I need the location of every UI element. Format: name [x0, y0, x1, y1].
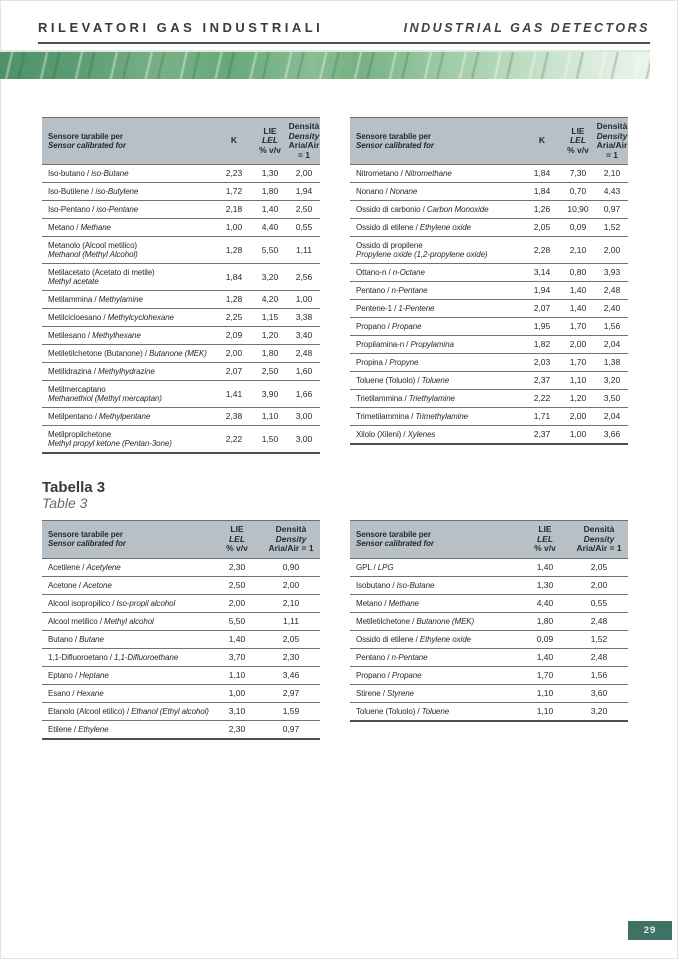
density-value: 2,04 [603, 411, 621, 421]
lel-value: 1,40 [536, 561, 554, 572]
substance-name: Toluene (Toluolo) / Toluene [356, 376, 450, 385]
header-lel: LIE LEL % v/v [226, 524, 248, 553]
substance-name: Nonano / Nonane [356, 187, 418, 196]
substance-name: Butano / Butane [48, 634, 104, 644]
lel-value: 1,80 [536, 615, 554, 626]
section-title-italian: Tabella 3 [42, 479, 106, 496]
k-value: 1,28 [225, 294, 243, 304]
substance-name: Esano / Hexane [48, 688, 104, 698]
lel-value: 4,40 [261, 222, 279, 232]
substance-name: Metilmercaptano Methanethiol (Methyl mercaptan) [48, 385, 162, 403]
top-tables-row [42, 117, 678, 454]
density-value: 3,46 [282, 669, 300, 680]
lel-value: 1,40 [569, 303, 587, 313]
lel-value: 5,50 [261, 244, 279, 255]
table-row [350, 282, 628, 300]
table-row [42, 631, 320, 649]
table-row [350, 685, 628, 703]
table-row [350, 165, 628, 183]
density-value: 3,66 [603, 429, 621, 439]
lel-value: 4,20 [261, 294, 279, 304]
k-value: 1,41 [225, 388, 243, 399]
table-row [350, 201, 628, 219]
green-banner-graphic [0, 50, 650, 79]
substance-name: Etanolo (Alcool etilico) / Ethanol (Ethyl alcohol) [48, 706, 209, 716]
header-density: Densità Density Aria/Air = 1 [268, 524, 314, 553]
table-row [350, 559, 628, 577]
table-body [350, 559, 628, 720]
lel-value: 2,00 [228, 597, 246, 608]
table-row [350, 595, 628, 613]
table-body [350, 165, 628, 443]
table-row [42, 345, 320, 363]
lel-value: 2,10 [569, 244, 587, 255]
table-bottom-right [350, 520, 628, 722]
header-sensor: Sensore tarabile per Sensor calibrated for [48, 529, 126, 549]
density-value: 2,50 [295, 204, 313, 214]
substance-name: Ossido di propilene Propylene oxide (1,2-propylene oxide) [356, 241, 488, 259]
table-body [42, 165, 320, 452]
masthead-title-italian: RILEVATORI GAS INDUSTRIALI [38, 20, 324, 35]
lel-value: 1,20 [261, 330, 279, 340]
lel-value: 2,30 [228, 561, 246, 572]
substance-name: Propina / Propyne [356, 358, 419, 367]
table-row [42, 327, 320, 345]
table-header [350, 117, 628, 165]
density-value: 3,50 [603, 393, 621, 403]
k-value: 1,94 [533, 285, 551, 295]
table-row [42, 291, 320, 309]
substance-name: Pentene-1 / 1-Pentene [356, 304, 435, 313]
k-value: 2,28 [533, 244, 551, 255]
substance-name: Ossido di etilene / Ethylene oxide [356, 223, 471, 232]
substance-name: Acetilene / Acetylene [48, 562, 121, 572]
table-row [42, 363, 320, 381]
density-value: 4,43 [603, 186, 621, 196]
lel-value: 1,15 [261, 312, 279, 322]
lel-value: 2,00 [569, 411, 587, 421]
table-row [350, 318, 628, 336]
substance-name: Etilene / Ethylene [48, 724, 109, 734]
table-row [42, 685, 320, 703]
table-top-left [42, 117, 320, 454]
header-k: K [538, 135, 546, 146]
density-value: 1,11 [283, 615, 299, 626]
table-top-right [350, 117, 628, 445]
header-sensor: Sensore tarabile per Sensor calibrated for [356, 131, 434, 150]
table-row [42, 183, 320, 201]
masthead-title-english: INDUSTRIAL GAS DETECTORS [403, 21, 650, 35]
substance-name: Pentano / n-Pentane [356, 652, 428, 662]
k-value: 2,38 [225, 411, 243, 421]
k-value: 2,18 [225, 204, 243, 214]
lel-value: 1,10 [261, 411, 279, 421]
table-row [42, 595, 320, 613]
table-row [42, 577, 320, 595]
density-value: 2,05 [282, 633, 300, 644]
table-row [42, 264, 320, 291]
k-value: 1,71 [533, 411, 551, 421]
density-value: 2,10 [603, 168, 621, 178]
table-row [42, 667, 320, 685]
density-value: 1,52 [603, 222, 621, 232]
density-value: 2,56 [295, 271, 313, 282]
substance-name: Trietilammina / Triethylamine [356, 394, 455, 403]
lel-value: 1,30 [261, 168, 279, 178]
substance-name: Acetone / Acetone [48, 580, 112, 590]
density-value: 2,48 [590, 651, 608, 662]
k-value: 3,14 [533, 267, 551, 277]
table-row [350, 390, 628, 408]
table-row [42, 613, 320, 631]
substance-name: Ossido di carbonio / Carbon Monoxide [356, 205, 489, 214]
table-row [350, 336, 628, 354]
substance-name: Xilolo (Xileni) / Xylenes [356, 430, 436, 439]
table-row [42, 408, 320, 426]
lel-value: 1,70 [569, 357, 587, 367]
substance-name: Propano / Propane [356, 322, 422, 331]
k-value: 2,22 [225, 433, 243, 444]
table-row [350, 219, 628, 237]
lel-value: 5,50 [228, 615, 246, 626]
density-value: 1,00 [295, 294, 313, 304]
density-value: 3,60 [590, 687, 608, 698]
k-value: 1,95 [533, 321, 551, 331]
density-value: 2,04 [603, 339, 621, 349]
density-value: 1,59 [282, 705, 300, 716]
table-row [350, 354, 628, 372]
density-value: 3,40 [295, 330, 313, 340]
table-row [42, 381, 320, 408]
table-row [350, 372, 628, 390]
substance-name: Toluene (Toluolo) / Toluene [356, 706, 450, 716]
k-value: 2,00 [225, 348, 243, 358]
substance-name: GPL / LPG [356, 562, 394, 572]
substance-name: Metano / Methane [48, 223, 111, 232]
k-value: 1,72 [225, 186, 243, 196]
density-value: 3,20 [603, 375, 621, 385]
page-number-badge: 29 [628, 921, 672, 940]
lel-value: 2,50 [228, 579, 246, 590]
k-value: 2,37 [533, 375, 551, 385]
header-lel: LIE LEL % v/v [259, 125, 281, 155]
table-header [350, 520, 628, 559]
lel-value: 3,70 [228, 651, 246, 662]
density-value: 1,56 [603, 321, 621, 331]
table-row [350, 577, 628, 595]
density-value: 1,56 [590, 669, 608, 680]
lel-value: 1,40 [228, 633, 246, 644]
lel-value: 1,20 [569, 393, 587, 403]
table-row [42, 703, 320, 721]
substance-name: Alcool metilico / Methyl alcohol [48, 616, 154, 626]
density-value: 3,00 [295, 433, 313, 444]
k-value: 1,28 [225, 244, 243, 255]
k-value: 1,84 [533, 186, 551, 196]
substance-name: Metilpentano / Methylpentane [48, 412, 151, 421]
lel-value: 3,20 [261, 271, 279, 282]
k-value: 2,23 [225, 168, 243, 178]
substance-name: 1,1-Difluoroetano / 1,1-Difluoroethane [48, 652, 179, 662]
table-row [42, 201, 320, 219]
header-k: K [230, 135, 238, 146]
density-value: 3,38 [295, 312, 313, 322]
substance-name: Iso-Butilene / iso-Butylene [48, 187, 139, 196]
substance-name: Trimetilammina / Trimethylamine [356, 412, 469, 421]
lel-value: 1,00 [569, 429, 587, 439]
table-row [350, 264, 628, 282]
substance-name: Metilpropilchetone Methyl propyl ketone (Pentan-3one) [48, 430, 172, 448]
density-value: 3,93 [603, 267, 621, 277]
k-value: 2,22 [533, 393, 551, 403]
k-value: 2,05 [533, 222, 551, 232]
density-value: 2,97 [282, 687, 300, 698]
table-row [350, 300, 628, 318]
lel-value: 2,00 [569, 339, 587, 349]
lel-value: 1,40 [569, 285, 587, 295]
substance-name: Metilesano / Methylhexane [48, 331, 141, 340]
section-title [42, 480, 678, 511]
table-row [350, 183, 628, 201]
header-sensor: Sensore tarabile per Sensor calibrated for [356, 529, 434, 549]
k-value: 2,25 [225, 312, 243, 322]
table-row [350, 237, 628, 264]
density-value: 2,48 [295, 348, 313, 358]
lel-value: 1,70 [536, 669, 554, 680]
density-value: 2,00 [295, 168, 313, 178]
table-row [350, 408, 628, 426]
lel-value: 1,10 [569, 375, 587, 385]
table-row [350, 649, 628, 667]
k-value: 2,07 [225, 366, 243, 376]
table-row [350, 426, 628, 443]
table-row [42, 219, 320, 237]
header-density: Densità Density Aria/Air = 1 [288, 121, 320, 160]
table-row [350, 667, 628, 685]
substance-name: Ossido di etilene / Ethylene oxide [356, 634, 471, 644]
density-value: 2,00 [590, 579, 608, 590]
k-value: 1,82 [533, 339, 551, 349]
density-value: 3,00 [295, 411, 313, 421]
substance-name: Propilamina-n / Propylamina [356, 340, 454, 349]
table-body [42, 559, 320, 738]
header-density: Densità Density Aria/Air = 1 [596, 121, 628, 160]
table-row [42, 309, 320, 327]
lel-value: 1,50 [261, 433, 279, 444]
substance-name: Pentano / n-Pentane [356, 286, 428, 295]
header-lel: LIE LEL % v/v [534, 524, 556, 553]
lel-value: 3,10 [228, 705, 246, 716]
table-row [350, 703, 628, 720]
lel-value: 0,09 [569, 222, 587, 232]
lel-value: 1,10 [228, 669, 246, 680]
header-density: Densità Density Aria/Air = 1 [576, 524, 622, 553]
substance-name: Metano / Methane [356, 598, 419, 608]
density-value: 1,94 [295, 186, 313, 196]
substance-name: Ottano-n / n-Octane [356, 268, 425, 277]
lel-value: 0,09 [536, 633, 554, 644]
header-sensor: Sensore tarabile per Sensor calibrated for [48, 131, 126, 150]
table-header [42, 520, 320, 559]
lel-value: 1,30 [536, 579, 554, 590]
lel-value: 7,30 [569, 168, 587, 178]
table-row [42, 559, 320, 577]
substance-name: Iso-Pentano / iso-Pentane [48, 205, 139, 214]
table-row [350, 613, 628, 631]
masthead [38, 20, 650, 44]
substance-name: Metilcicloesano / Methylcyclohexane [48, 313, 174, 322]
bottom-tables-row [42, 520, 678, 740]
density-value: 0,97 [603, 204, 621, 214]
lel-value: 3,90 [261, 388, 279, 399]
substance-name: Metilacetato (Acetato di metile) Methyl acetate [48, 268, 155, 286]
k-value: 2,03 [533, 357, 551, 367]
lel-value: 10,90 [567, 204, 589, 214]
table-row [42, 237, 320, 264]
density-value: 1,60 [295, 366, 313, 376]
lel-value: 2,30 [228, 723, 246, 734]
table-row [42, 426, 320, 452]
density-value: 2,30 [282, 651, 300, 662]
k-value: 1,84 [533, 168, 551, 178]
substance-name: Nitrometano / Nitromethane [356, 169, 452, 178]
density-value: 0,90 [282, 561, 300, 572]
lel-value: 1,10 [536, 687, 554, 698]
density-value: 2,40 [603, 303, 621, 313]
density-value: 3,20 [590, 705, 608, 716]
lel-value: 1,80 [261, 348, 279, 358]
lel-value: 1,10 [536, 705, 554, 716]
substance-name: Metanolo (Alcool metilico) Methanol (Methyl Alcohol) [48, 241, 138, 259]
substance-name: Iso-butano / iso-Butane [48, 169, 129, 178]
substance-name: Metiletilchetone (Butanone) / Butanone (MEK) [48, 349, 207, 358]
substance-name: Isobutano / Iso-Butane [356, 580, 435, 590]
lel-value: 1,80 [261, 186, 279, 196]
density-value: 2,48 [603, 285, 621, 295]
substance-name: Metilammina / Methylamine [48, 295, 143, 304]
lel-value: 1,00 [228, 687, 246, 698]
lel-value: 1,70 [569, 321, 587, 331]
density-value: 0,97 [282, 723, 300, 734]
substance-name: Eptano / Heptane [48, 670, 109, 680]
table-header [42, 117, 320, 165]
k-value: 2,37 [533, 429, 551, 439]
k-value: 2,09 [225, 330, 243, 340]
table-row [350, 631, 628, 649]
k-value: 1,84 [225, 271, 243, 282]
density-value: 0,55 [295, 222, 313, 232]
density-value: 1,11 [296, 244, 312, 255]
k-value: 2,07 [533, 303, 551, 313]
table-bottom-left [42, 520, 320, 740]
k-value: 1,00 [225, 222, 243, 232]
density-value: 2,00 [282, 579, 300, 590]
density-value: 1,66 [295, 388, 313, 399]
table-row [42, 649, 320, 667]
section-title-english: Table 3 [42, 495, 88, 511]
density-value: 2,48 [590, 615, 608, 626]
substance-name: Propano / Propane [356, 670, 422, 680]
header-lel: LIE LEL % v/v [567, 125, 589, 155]
lel-value: 2,50 [261, 366, 279, 376]
substance-name: Metilidrazina / Methylhydrazine [48, 367, 155, 376]
lel-value: 0,70 [569, 186, 587, 196]
lel-value: 4,40 [536, 597, 554, 608]
table-row [42, 721, 320, 738]
substance-name: Stirene / Styrene [356, 688, 414, 698]
substance-name: Metiletilchetone / Butanone (MEK) [356, 616, 475, 626]
k-value: 1,26 [533, 204, 551, 214]
table-row [42, 165, 320, 183]
density-value: 0,55 [590, 597, 608, 608]
lel-value: 0,80 [569, 267, 587, 277]
substance-name: Alcool isopropilico / Iso-propil alcohol [48, 598, 176, 608]
lel-value: 1,40 [536, 651, 554, 662]
density-value: 1,52 [590, 633, 608, 644]
lel-value: 1,40 [261, 204, 279, 214]
density-value: 2,05 [590, 561, 608, 572]
density-value: 2,00 [603, 244, 621, 255]
density-value: 2,10 [282, 597, 300, 608]
density-value: 1,38 [603, 357, 621, 367]
